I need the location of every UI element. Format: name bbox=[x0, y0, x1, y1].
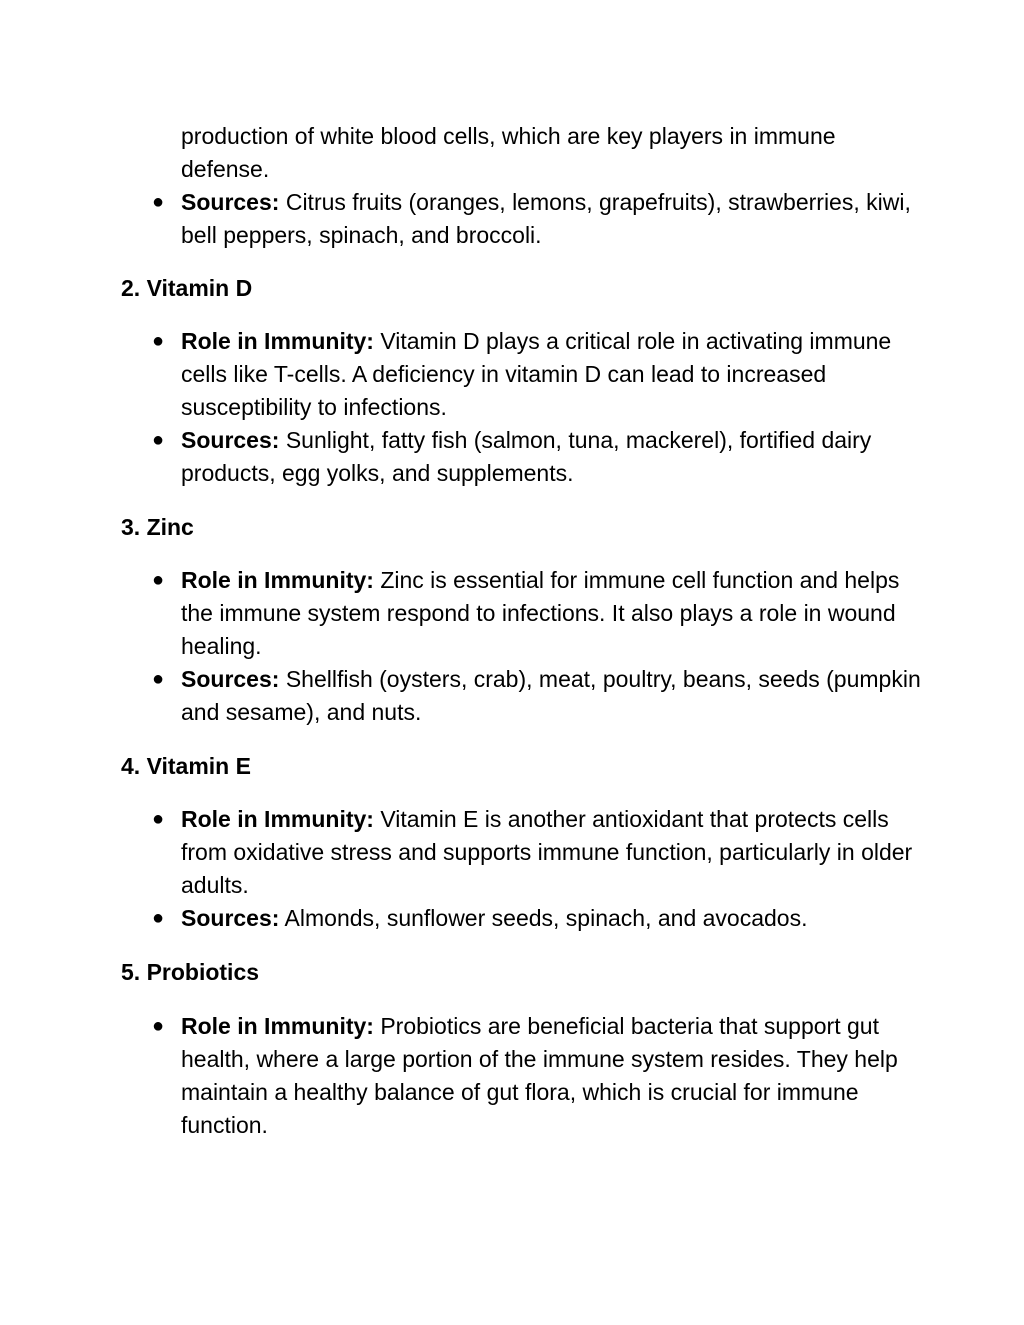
bullet-icon: ● bbox=[152, 191, 165, 213]
list-item bbox=[0, 803, 921, 902]
list-item bbox=[0, 424, 921, 490]
list-item bbox=[0, 325, 921, 424]
bullet-icon: ● bbox=[152, 569, 165, 591]
bullet-list bbox=[0, 564, 1024, 729]
bullet-list-intro bbox=[0, 186, 1024, 252]
list-item bbox=[0, 1010, 921, 1142]
bullet-text: Probiotics are beneficial bacteria that support gut health, where a large portion of the immune system resides. They help maintain a healthy balance of gut flora, which is crucial for immune function. bbox=[181, 1013, 898, 1138]
bullet-label: Role in Immunity: bbox=[181, 806, 374, 832]
list-item bbox=[0, 902, 921, 935]
bullet-list bbox=[0, 803, 1024, 935]
bullet-icon: ● bbox=[152, 330, 165, 352]
bullet-icon: ● bbox=[152, 429, 165, 451]
bullet-icon: ● bbox=[152, 1015, 165, 1037]
bullet-icon: ● bbox=[152, 808, 165, 830]
bullet-label: Role in Immunity: bbox=[181, 567, 374, 593]
continued-paragraph: production of white blood cells, which are key players in immune defense. bbox=[181, 123, 836, 182]
bullet-label: Role in Immunity: bbox=[181, 328, 374, 354]
bullet-text: Vitamin E is another antioxidant that protects cells from oxidative stress and supports immune function, particularly in older adults. bbox=[181, 806, 913, 898]
list-item bbox=[0, 663, 921, 729]
section-heading: 5. Probiotics bbox=[121, 959, 260, 985]
bullet-label: Role in Immunity: bbox=[181, 1013, 374, 1039]
section-heading: 2. Vitamin D bbox=[121, 275, 253, 301]
bullet-list bbox=[0, 325, 1024, 490]
bullet-text: Shellfish (oysters, crab), meat, poultry, beans, seeds (pumpkin and sesame), and nuts. bbox=[181, 666, 921, 725]
section-heading: 4. Vitamin E bbox=[121, 753, 251, 779]
bullet-label: Sources: bbox=[181, 427, 280, 453]
bullet-list bbox=[0, 1010, 1024, 1142]
bullet-label: Sources: bbox=[181, 189, 280, 215]
bullet-text: Vitamin D plays a critical role in activating immune cells like T-cells. A deficiency in vitamin D can lead to increased susceptibility to infections. bbox=[181, 328, 892, 420]
list-item bbox=[0, 186, 921, 252]
bullet-text: Zinc is essential for immune cell function and helps the immune system respond to infections. It also plays a role in wound healing. bbox=[181, 567, 900, 659]
section-heading: 3. Zinc bbox=[121, 514, 194, 540]
list-item bbox=[0, 564, 921, 663]
bullet-text: Sunlight, fatty fish (salmon, tuna, mackerel), fortified dairy products, egg yolks, and supplements. bbox=[181, 427, 872, 486]
bullet-icon: ● bbox=[152, 907, 165, 929]
bullet-text: Almonds, sunflower seeds, spinach, and avocados. bbox=[279, 905, 808, 931]
bullet-text: Citrus fruits (oranges, lemons, grapefruits), strawberries, kiwi, bell peppers, spinach, and broccoli. bbox=[181, 189, 911, 248]
bullet-label: Sources: bbox=[181, 666, 280, 692]
bullet-label: Sources: bbox=[181, 905, 280, 931]
bullet-icon: ● bbox=[152, 668, 165, 690]
